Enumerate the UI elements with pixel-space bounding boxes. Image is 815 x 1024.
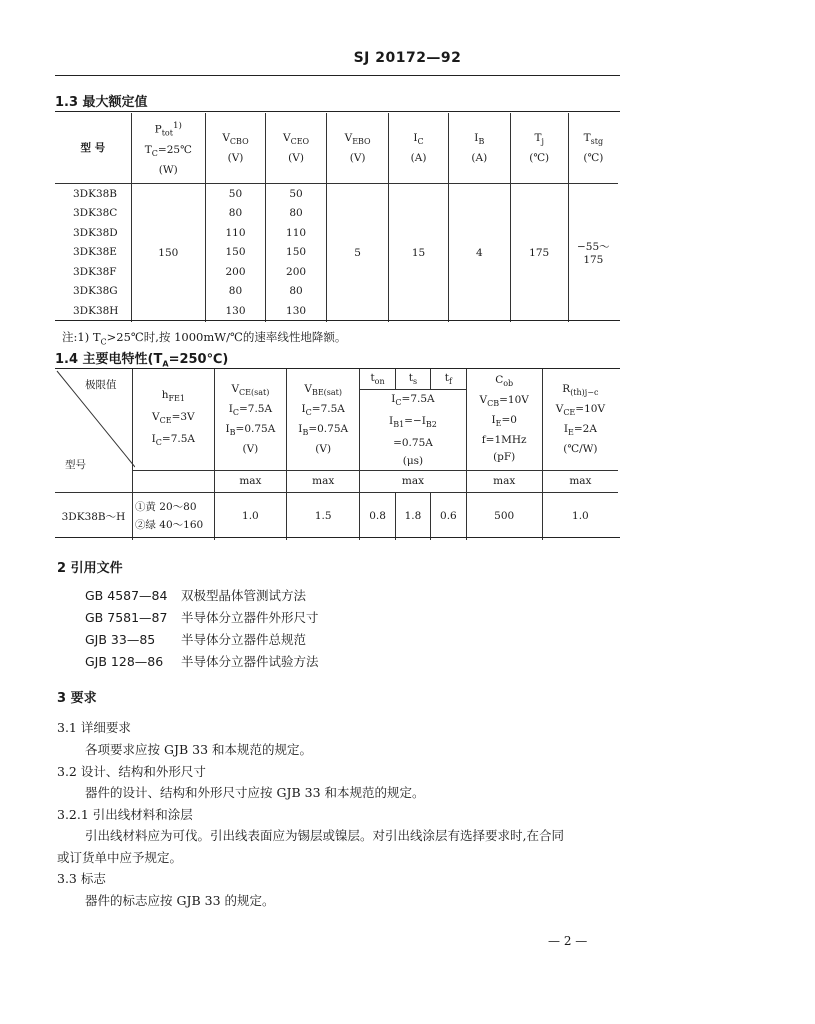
ts-header: $t_s$ bbox=[395, 369, 430, 389]
section-3-2-1-text-line2: 或订货单中应予规定。 bbox=[57, 850, 183, 865]
reference-item: GJB 128—86 半导体分立器件试验方法 bbox=[85, 654, 319, 669]
header-rule bbox=[55, 75, 620, 76]
switching-conditions: $I_C=7.5A$ $I_{B1}=-I_{B2}$ =0.75A (μs) bbox=[360, 389, 466, 470]
reference-item: GB 7581—87 半导体分立器件外形尺寸 bbox=[85, 610, 319, 625]
vcesat-limit: max bbox=[214, 470, 286, 492]
reference-item: GJB 33—85 半导体分立器件总规范 bbox=[85, 632, 307, 647]
hfe-header: $h_{FE1}$ $V_{CE}=3V$ $I_C=7.5A$ bbox=[132, 369, 214, 470]
model-list: 3DK38B 3DK38C 3DK38D 3DK38E 3DK38F 3DK38G 3DK38H bbox=[73, 187, 119, 317]
col-ib: $I_B$ (A) bbox=[448, 113, 510, 184]
tj-value: 175 bbox=[510, 184, 568, 322]
switching-limit: max bbox=[360, 470, 466, 492]
doc-code: SJ 20172—92 bbox=[353, 50, 462, 66]
vcbo-values: 50 80 110 150 200 80 130 bbox=[205, 184, 265, 322]
section-3-3-title: 3.3 标志 bbox=[57, 871, 106, 886]
cob-value: 500 bbox=[466, 492, 542, 540]
page-number: — 2 — bbox=[548, 934, 588, 948]
vbesat-limit: max bbox=[287, 470, 360, 492]
derating-note: 注:1) $T_C>25℃$时,按 1000mW/℃的速率线性地降额。 bbox=[62, 330, 347, 347]
col-vcbo: $V_{CBO}$ (V) bbox=[205, 113, 265, 184]
corner-model-label: 型号 bbox=[65, 459, 86, 471]
col-vebo: $V_{EBO}$ (V) bbox=[327, 113, 389, 184]
corner-limit-label: 极限值 bbox=[85, 379, 117, 391]
section-3-2-1-text-line1: 引出线材料应为可伐。引出线表面应为锡层或镍层。对引出线涂层有选择要求时,在合同 bbox=[85, 828, 564, 843]
cob-header: $C_{ob}$ $V_{CB}=10V$ $I_E=0$ f=1MHz (pF) bbox=[466, 369, 542, 470]
section-3-2-text: 器件的设计、结构和外形尺寸应按 GJB 33 和本规范的规定。 bbox=[85, 785, 425, 800]
rth-header: $R_{(th)j-c}$ $V_{CE}=10V$ $I_E=2A$ (℃/W) bbox=[542, 369, 618, 470]
vebo-value: 5 bbox=[327, 184, 389, 322]
ic-value: 15 bbox=[389, 184, 449, 322]
vcesat-value: 1.0 bbox=[214, 492, 286, 540]
vbesat-value: 1.5 bbox=[287, 492, 360, 540]
corner-cell bbox=[55, 369, 132, 492]
reference-item: GB 4587—84 双极型晶体管测试方法 bbox=[85, 588, 307, 603]
max-ratings-table bbox=[55, 113, 618, 322]
col-tstg: $T_{stg}$ (℃) bbox=[568, 113, 618, 184]
hfe-limit-blank bbox=[132, 470, 214, 492]
col-ic: $I_C$ (A) bbox=[389, 113, 449, 184]
section-3-2-1-title: 3.2.1 引出线材料和涂层 bbox=[57, 807, 193, 822]
section-3-2-title: 3.2 设计、结构和外形尺寸 bbox=[57, 764, 206, 779]
ts-value: 1.8 bbox=[395, 492, 430, 540]
section-1-3-title: 1.3 最大额定值 bbox=[55, 95, 148, 110]
ib-value: 4 bbox=[448, 184, 510, 322]
vcesat-header: $V_{CE(sat)}$ $I_C=7.5A$ $I_B=0.75A$ (V) bbox=[214, 369, 286, 470]
table1-bottom-rule bbox=[55, 320, 620, 321]
table2-bottom-rule bbox=[55, 537, 620, 538]
ton-header: $t_{on}$ bbox=[360, 369, 395, 389]
tf-value: 0.6 bbox=[431, 492, 466, 540]
section-3-title: 3 要求 bbox=[57, 691, 97, 706]
ptot-value: 150 bbox=[131, 184, 205, 322]
section-3-1-title: 3.1 详细要求 bbox=[57, 720, 131, 735]
col-tj: $T_j$ (℃) bbox=[510, 113, 568, 184]
section-3-3-text: 器件的标志应按 GJB 33 的规定。 bbox=[85, 893, 275, 908]
section-1-4-title: 1.4 主要电特性$(T_A=250℃)$ bbox=[55, 352, 229, 369]
col-vceo: $V_{CEO}$ (V) bbox=[266, 113, 327, 184]
electrical-characteristics-table bbox=[55, 369, 618, 540]
tstg-value: −55～175 bbox=[568, 184, 618, 322]
vbesat-header: $V_{BE(sat)}$ $I_C=7.5A$ $I_B=0.75A$ (V) bbox=[287, 369, 360, 470]
tf-header: $t_f$ bbox=[431, 369, 466, 389]
col-ptot: $P_{tot}^{1)}$ $T_C=25℃$ (W) bbox=[131, 113, 205, 184]
table1-top-rule bbox=[55, 111, 620, 112]
ton-value: 0.8 bbox=[360, 492, 395, 540]
rth-limit: max bbox=[542, 470, 618, 492]
section-3-1-text: 各项要求应按 GJB 33 和本规范的规定。 bbox=[85, 742, 313, 757]
section-2-title: 2 引用文件 bbox=[57, 561, 123, 576]
cob-limit: max bbox=[466, 470, 542, 492]
rth-value: 1.0 bbox=[542, 492, 618, 540]
col-model: 型 号 bbox=[55, 113, 131, 184]
row-model: 3DK38B～H bbox=[55, 492, 132, 540]
reference-list bbox=[85, 585, 319, 673]
vceo-values: 50 80 110 150 200 80 130 bbox=[266, 184, 327, 322]
hfe-values: ①黄 20～80 ②绿 40～160 bbox=[132, 492, 214, 540]
